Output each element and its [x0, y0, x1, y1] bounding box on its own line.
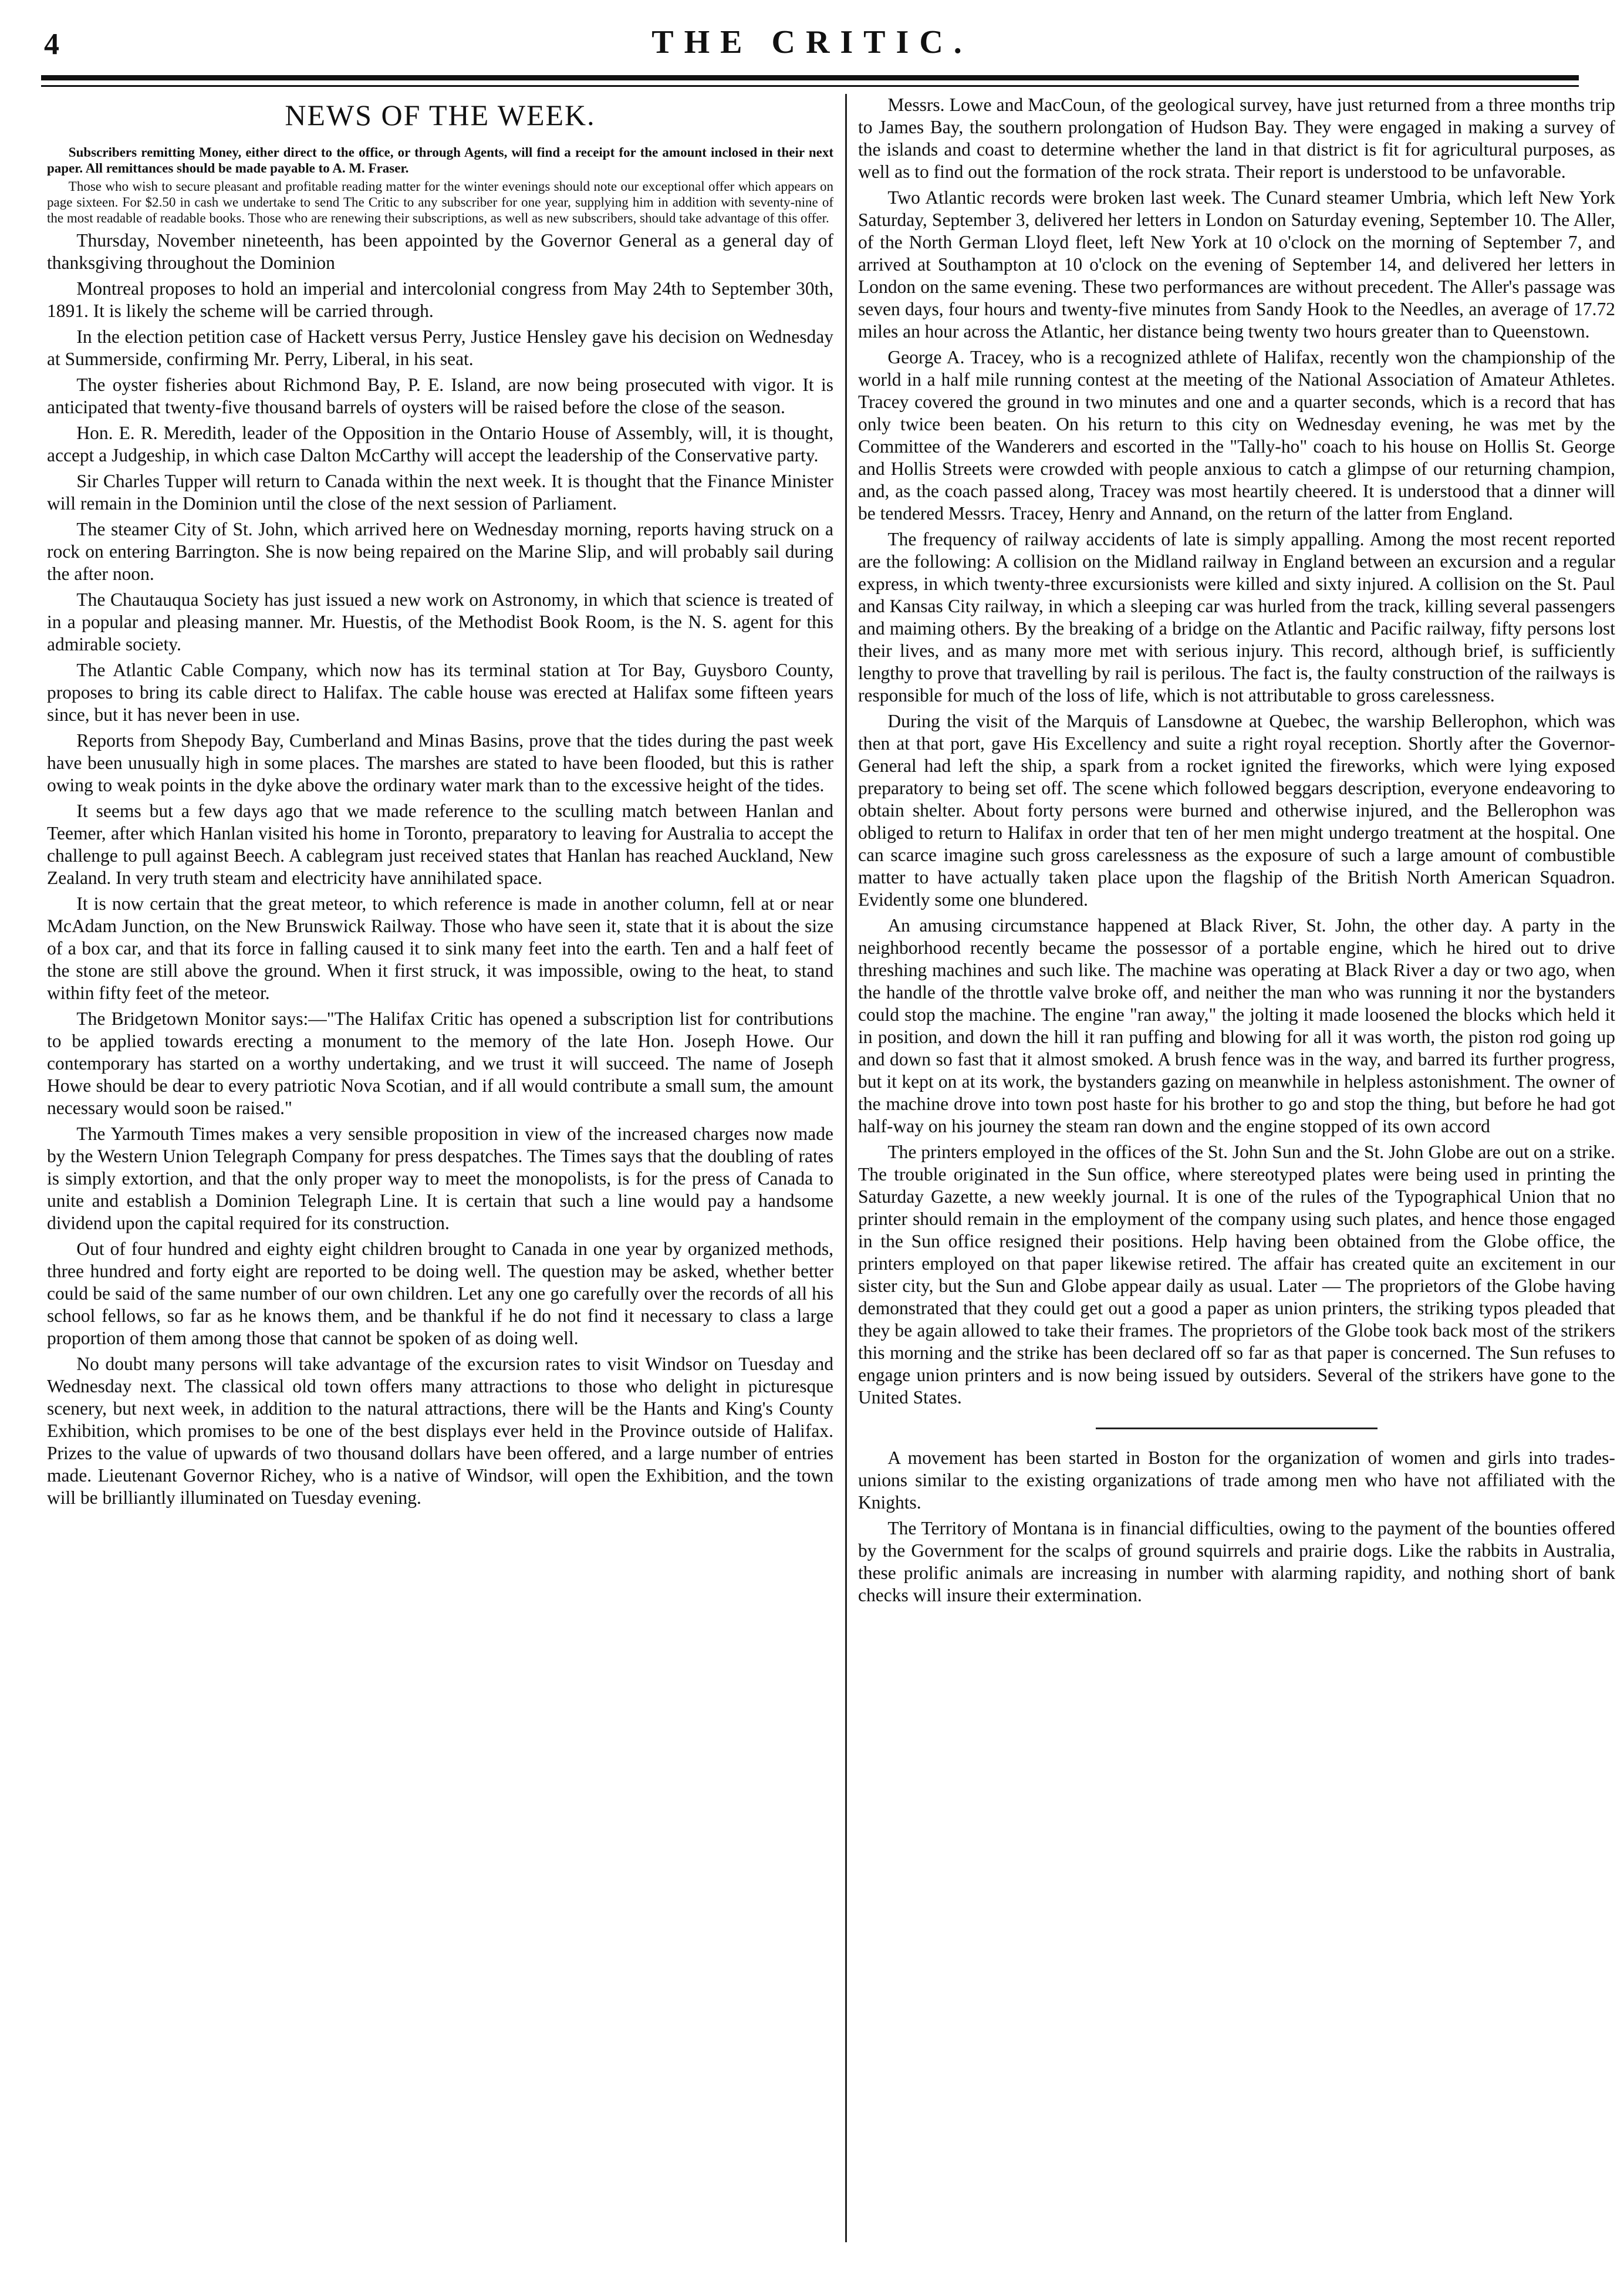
- article-paragraph: It is now certain that the great meteor, to which reference is made in another column, fell at or near McAdam Junction, on the New Brunswick Railway. Those who have seen it, state that it is about the size of a box car, and that its force in falling caused it to sink many feet into the earth. Ten and a half feet of the stone are still above the ground. When it first struck, it was impossible, owing to the heat, to stand within fifty feet of the meteor.: [47, 893, 833, 1003]
- header-rule-thick: [41, 75, 1579, 80]
- article-paragraph: Out of four hundred and eighty eight children brought to Canada in one year by organized methods, three hundred and forty eight are reported to be doing well. The question may be asked, whether better could be said of the same number of our own children. Let any one go carefully over the records of all his school fellows, so far as he knows them, and be thankful if he do not find it necessary to class a large proportion of them among those that cannot be spoken of as doing well.: [47, 1239, 833, 1348]
- article-paragraph: Hon. E. R. Meredith, leader of the Opposition in the Ontario House of Assembly, will, it is thought, accept a Judgeship, in which case Dalton McCarthy will accept the leadership of the Conservative party.: [47, 423, 833, 465]
- article-paragraph: The Territory of Montana is in financial difficulties, owing to the payment of the bounties offered by the Government for the scalps of ground squirrels and prairie dogs. Like the rabbits in Australia, these prolific animals are increasing in number with alarming rapidity, and nothing short of bank checks will insure their extermination.: [858, 1518, 1615, 1605]
- notice-paragraph: [47, 144, 833, 176]
- article-paragraph: A movement has been started in Boston for the organization of women and girls into trades-unions similar to the existing organizations of trade among men who have not affiliated with the Knights.: [858, 1447, 1615, 1513]
- article-paragraph: An amusing circumstance happened at Black River, St. John, the other day. A party in the neighborhood recently became the possessor of a portable engine, which he hired out to drive threshing machines and such like. The machine was operating at Black River a day or two ago, when the handle of the throttle valve broke off, and neither the man who was running it nor the bystanders could stop the machine. The engine "ran away," the jolting it made loosened the blocks which held it in position, and down the hill it ran puffing and blowing for all it was worth, the piston rod going up and down so fast that it almost smoked. A brush fence was in the way, and barred its further progress, but it kept on at its work, the bystanders gazing on meanwhile in helpless astonishment. The owner of the machine drove into town post haste for his brother to go and stop the thing, but before he had got half-way on his journey the steam ran down and the engine stopped of its own accord: [858, 915, 1615, 1136]
- section-title: NEWS OF THE WEEK.: [285, 99, 596, 131]
- article-paragraph: The Yarmouth Times makes a very sensible proposition in view of the increased charges now made by the Western Union Telegraph Company for press despatches. The Times says that the doubling of rates is simply extortion, and that the only proper way to meet the monopolists, is for the press of Canada to unite and establish a Dominion Telegraph Line. It is certain that such a line would pay a handsome dividend upon the capital required for its construction.: [47, 1123, 833, 1233]
- article-paragraph: It seems but a few days ago that we made reference to the sculling match between Hanlan and Teemer, after which Hanlan visited his home in Toronto, preparatory to leaving for Australia to accept the challenge to pull against Beech. A cablegram just received states that Hanlan has reached Auckland, New Zealand. In very truth steam and electricity have annihilated space.: [47, 801, 833, 888]
- article-paragraph: In the election petition case of Hackett versus Perry, Justice Hensley gave his decision on Wednesday at Summerside, confirming Mr. Perry, Liberal, in his seat.: [47, 326, 833, 369]
- right-article-list-continued: [858, 1447, 1615, 1607]
- article-paragraph: Two Atlantic records were broken last week. The Cunard steamer Umbria, which left New York Saturday, September 3, delivered her letters in London on Saturday evening, September 10. The Aller, of the North German Lloyd fleet, left New York at 10 o'clock on the morning of September 7, and arrived at Southampton at 10 o'clock on the evening of September 14, and delivered her letters in London on the same evening. These two performances are without precedent. The Aller's passage was seven days, four hours and twenty-five minutes from Sandy Hook to the Needles, an average of 17.72 miles an hour across the Atlantic, her distance being twenty two hours greater than to Queenstown.: [858, 187, 1615, 342]
- right-column: [858, 94, 1615, 2242]
- left-column: [47, 94, 833, 2242]
- article-paragraph: George A. Tracey, who is a recognized athlete of Halifax, recently won the championship of the world in a half mile running contest at the meeting of the National Association of Amateur Athletes. Tracey covered the ground in two minutes and one and a quarter seconds, which is a record that has only twice been beaten. On his return to this city on Wednesday evening, he was met by the Committee of the Wanderers and escorted in the "Tally-ho" coach to his house on Hollis St. George and Hollis Streets were crowded with people anxious to catch a glimpse of our returning champion, and, as the coach passed along, Tracey was most heartily cheered. It is understood that a dinner will be tendered Messrs. Tracey, Henry and Annand, on the return of the latter from England.: [858, 347, 1615, 524]
- left-article-list: [47, 230, 833, 1509]
- article-paragraph: The printers employed in the offices of the St. John Sun and the St. John Globe are out on a strike. The trouble originated in the Sun office, where stereotyped plates were being used in printing the Saturday Gazette, a new weekly journal. It is one of the rules of the Typographical Union that no printer should remain in the employment of the company using such plates, and hence those engaged in the Sun office resigned their positions. Help having been obtained from the Globe office, the printers employed on that paper likewise retired. The affair has created quite an excitement in our sister city, but the Sun and Globe appear daily as usual. Later — The proprietors of the Globe having demonstrated that they could get out a good a paper as union printers, the striking typos pleaded that they be again allowed to take their frames. The proprietors of the Globe took back most of the strikers this morning and the strike has been declared off so far as that paper is concerned. The Sun refuses to engage union printers and is now being issued by outsiders. Several of the strikers have gone to the United States.: [858, 1142, 1615, 1408]
- article-paragraph: The oyster fisheries about Richmond Bay, P. E. Island, are now being prosecuted with vigor. It is anticipated that twenty-five thousand barrels of oysters will be raised before the close of the season.: [47, 374, 833, 417]
- article-paragraph: During the visit of the Marquis of Lansdowne at Quebec, the warship Bellerophon, which was then at that port, gave His Excellency and suite a right royal reception. Shortly after the Governor-General had left the ship, a spark from a rocket ignited the fireworks, which were lying exposed preparatory to being set off. The scene which followed beggars description, everyone endeavoring to obtain shelter. About forty persons were burned and otherwise injured, and the Bellerophon was obliged to return to Halifax in order that ten of her men might undergo treatment at the hospital. One can scarce imagine such gross carelessness as the exposure of such a large amount of combustible matter to have actually taken place upon the flagship of the British North American Squadron. Evidently some one blundered.: [858, 711, 1615, 910]
- article-paragraph: Messrs. Lowe and MacCoun, of the geological survey, have just returned from a three months trip to James Bay, the southern prolongation of Hudson Bay. They were engaged in making a survey of the islands and coast to determine whether the land in that district is fit for agricultural purposes, as well as to find out the formation of the rock strata. Their report is understood to be unfavorable.: [858, 95, 1615, 182]
- article-paragraph: The frequency of railway accidents of late is simply appalling. Among the most recent reported are the following: A collision on the Midland railway in England between an excursion and a regular express, in which twenty-three excursionists were killed and sixty injured. A collision on the St. Paul and Kansas City railway, in which a sleeping car was hurled from the track, killing several passengers and maiming others. By the breaking of a bridge on the Atlantic and Pacific railway, fifty persons lost their lives, and as many more met with serious injury. This record, although brief, is sufficiently lengthy to prove that travelling by rail is perilous. The fact is, the faulty construction of the railways is responsible for much of the loss of life, which is not attributable to gross carelessness.: [858, 529, 1615, 706]
- notice-text: Those who wish to secure pleasant and profitable reading matter for the winter evenings should note our exceptional offer which appears on page sixteen. For $2.50 in cash we undertake to send The Critic to any subscriber for one year, supplying him in addition with seventy-nine of the most readable of readable books. Those who are renewing their subscriptions, as well as new subscribers, should take advantage of this offer.: [47, 179, 833, 225]
- article-paragraph: Reports from Shepody Bay, Cumberland and Minas Basins, prove that the tides during the past week have been unusually high in some places. The marshes are stated to have been flooded, but this is rather owing to weak points in the dyke above the ordinary water mark than to the excessive height of the tides.: [47, 730, 833, 795]
- article-paragraph: Thursday, November nineteenth, has been appointed by the Governor General as a general day of thanksgiving throughout the Dominion: [47, 230, 833, 273]
- right-article-list: [858, 94, 1615, 1409]
- article-paragraph: No doubt many persons will take advantage of the excursion rates to visit Windsor on Tuesday and Wednesday next. The classical old town offers many attractions to those who delight in picturesque scenery, but next week, in addition to the natural attractions, there will be the Hants and King's County Exhibition, which promises to be one of the best displays ever held in the Province outside of Halifax. Prizes to the value of upwards of two thousand dollars have been offered, and a large number of entries made. Lieutenant Governor Richey, who is a native of Windsor, will open the Exhibition, and the town will be brilliantly illuminated on Tuesday evening.: [47, 1354, 833, 1508]
- masthead: THE CRITIC.: [651, 24, 973, 60]
- article-paragraph: Sir Charles Tupper will return to Canada within the next week. It is thought that the Finance Minister will remain in the Dominion until the close of the next session of Parliament.: [47, 471, 833, 514]
- section-separator-rule: [1096, 1428, 1377, 1429]
- article-paragraph: The Bridgetown Monitor says:—"The Halifax Critic has opened a subscription list for contributions to be applied towards erecting a monument to the memory of the late Hon. Joseph Howe. Our contemporary has started on a worthy undertaking, and we trust it will succeed. The name of Joseph Howe should be dear to every patriotic Nova Scotian, and if all would contribute a small sum, the amount necessary would soon be raised.": [47, 1008, 833, 1118]
- article-paragraph: The steamer City of St. John, which arrived here on Wednesday morning, reports having struck on a rock on entering Barrington. She is now being repaired on the Marine Slip, and will probably sail during the after noon.: [47, 519, 833, 584]
- article-paragraph: The Atlantic Cable Company, which now has its terminal station at Tor Bay, Guysboro County, proposes to bring its cable direct to Halifax. The cable house was erected at Halifax some fifteen years since, but it has never been in use.: [47, 660, 833, 725]
- page-number: 4: [44, 28, 59, 61]
- article-paragraph: Montreal proposes to hold an imperial and intercolonial congress from May 24th to September 30th, 1891. It is likely the scheme will be carried through.: [47, 278, 833, 321]
- subscriber-notice: [47, 144, 833, 226]
- article-paragraph: The Chautauqua Society has just issued a new work on Astronomy, in which that science is treated of in a popular and pleasing manner. Mr. Huestis, of the Methodist Book Room, is the N. S. agent for this admirable society.: [47, 589, 833, 654]
- notice-lead: Subscribers remitting Money, either direct to the office, or through Agents, will find a receipt for the amount inclosed in their next paper. All remittances should be made payable to A. M. Fraser.: [47, 145, 833, 176]
- column-divider: [845, 94, 847, 2242]
- notice-paragraph: [47, 178, 833, 226]
- header-rule-thin: [41, 85, 1579, 87]
